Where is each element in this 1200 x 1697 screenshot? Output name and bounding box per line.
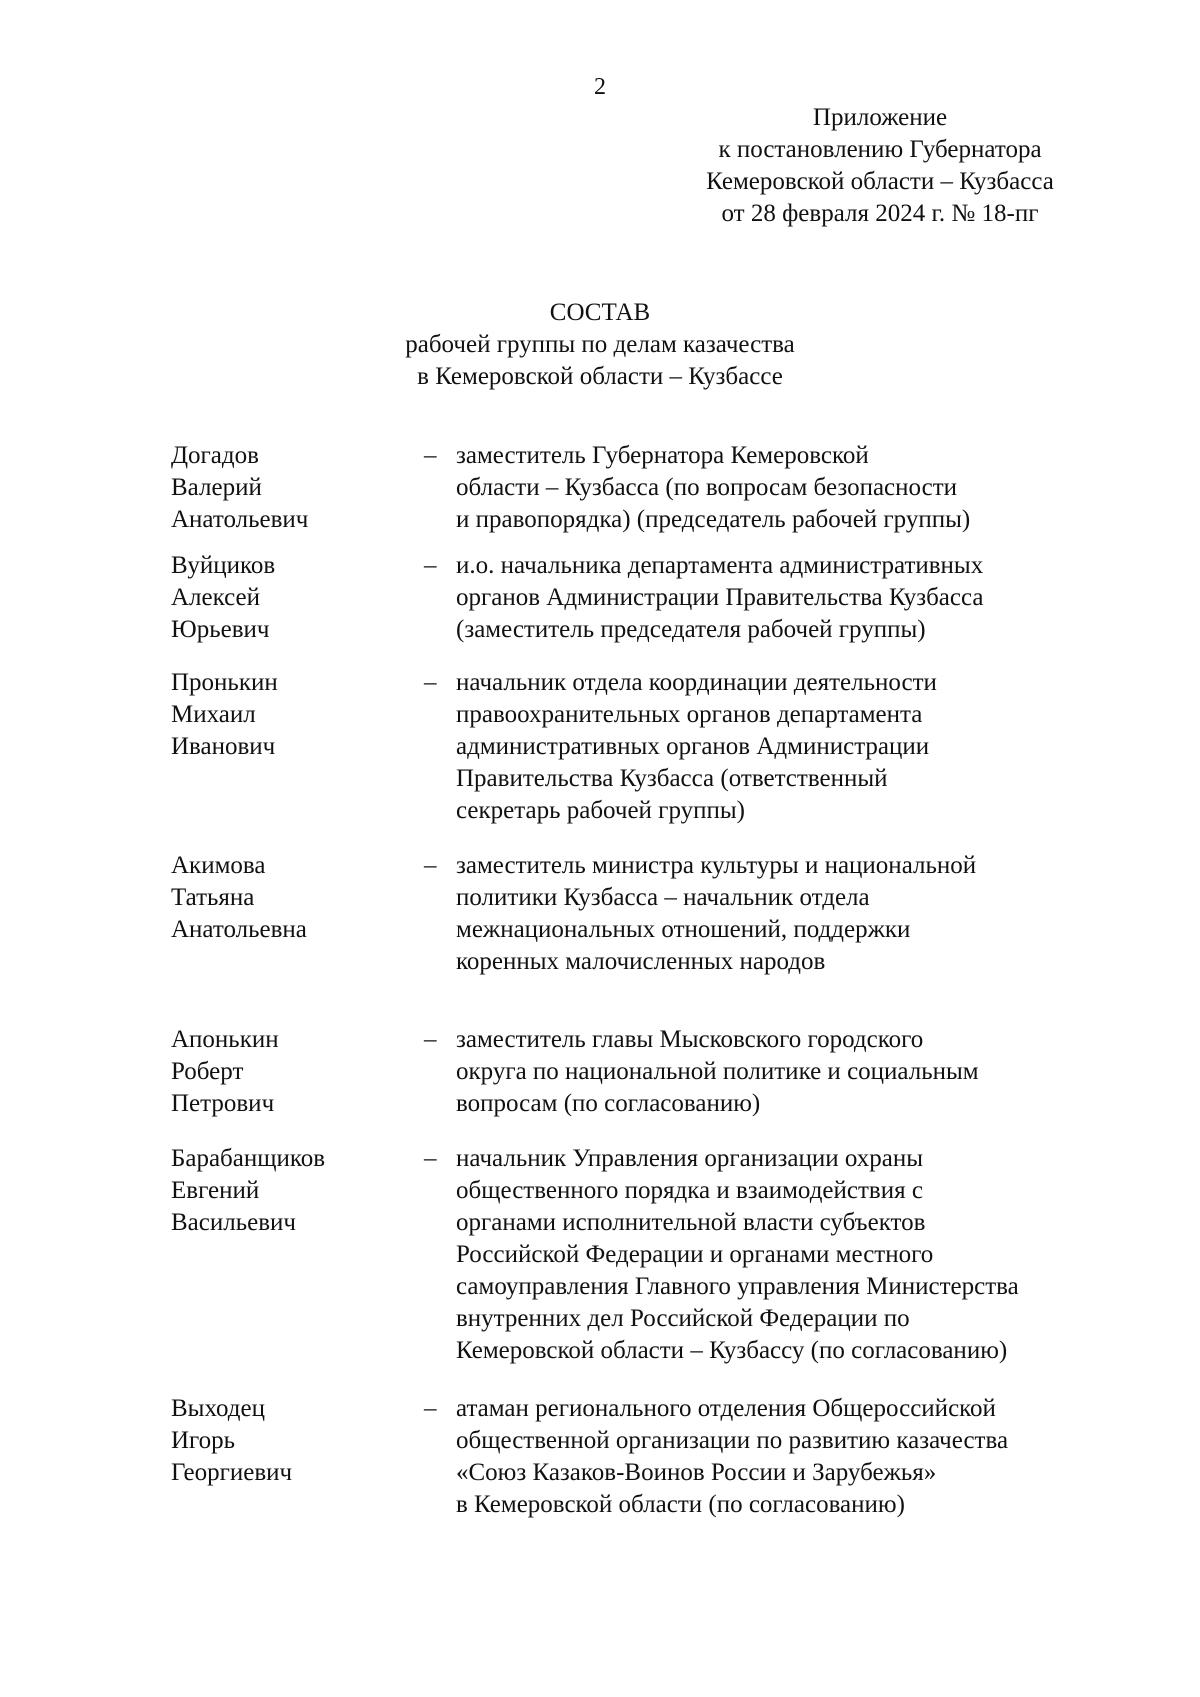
description-line: и правопорядка) (председатель рабочей группы): [456, 506, 971, 533]
member-patronymic: Анатольевна: [171, 916, 307, 943]
member-name: [171, 550, 421, 646]
description-line: секретарь рабочей группы): [456, 797, 745, 824]
member-surname: Догадов: [171, 442, 259, 469]
title-subtitle-line: в Кемеровской области – Кузбассе: [417, 363, 783, 390]
description-line: заместитель главы Мысковского городского: [456, 1026, 924, 1053]
member-description: [456, 550, 1156, 646]
description-line: округа по национальной политике и социальным: [456, 1058, 979, 1085]
member-first-name: Валерий: [171, 474, 262, 501]
member-surname: Барабанщиков: [171, 1145, 326, 1172]
description-line: заместитель Губернатора Кемеровской: [456, 442, 869, 469]
member-first-name: Евгений: [171, 1177, 260, 1204]
member-entry: [0, 850, 1200, 1024]
member-dash: –: [424, 1395, 437, 1422]
member-name: [171, 667, 421, 763]
document-title: [0, 297, 1200, 393]
member-dash: –: [424, 442, 437, 469]
member-description: [456, 1393, 1156, 1521]
member-name: [171, 1393, 421, 1489]
member-first-name: Игорь: [171, 1427, 236, 1454]
member-name: [171, 1024, 421, 1120]
description-line: (заместитель председателя рабочей группы): [456, 616, 926, 643]
description-line: органов Администрации Правительства Кузбасса: [456, 584, 984, 611]
member-dash: –: [424, 852, 437, 879]
member-first-name: Михаил: [171, 701, 256, 728]
member-entry: [0, 667, 1200, 850]
member-description: [456, 1143, 1156, 1367]
description-line: заместитель министра культуры и национальной: [456, 852, 977, 879]
description-line: Российской Федерации и органами местного: [456, 1241, 934, 1268]
description-line: внутренних дел Российской Федерации по: [456, 1305, 910, 1332]
description-line: правоохранительных органов департамента: [456, 701, 923, 728]
appendix-line: Кемеровской области – Кузбасса: [706, 168, 1054, 195]
description-line: органами исполнительной власти субъектов: [456, 1209, 926, 1236]
description-line: вопросам (по согласованию): [456, 1090, 761, 1117]
description-line: начальник отдела координации деятельности: [456, 669, 937, 696]
member-patronymic: Анатольевич: [171, 506, 309, 533]
description-line: межнациональных отношений, поддержки: [456, 916, 911, 943]
member-surname: Вуйциков: [171, 552, 276, 579]
description-line: в Кемеровской области (по согласованию): [456, 1491, 905, 1518]
description-line: «Союз Казаков-Воинов России и Зарубежья»: [456, 1459, 937, 1486]
member-patronymic: Юрьевич: [171, 616, 270, 643]
member-description: [456, 1024, 1156, 1120]
description-line: атаман регионального отделения Общероссийской: [456, 1395, 996, 1422]
member-dash: –: [424, 1145, 437, 1172]
member-surname: Выходец: [171, 1395, 265, 1422]
member-description: [456, 667, 1156, 827]
title-subtitle-line: рабочей группы по делам казачества: [405, 331, 795, 358]
description-line: коренных малочисленных народов: [456, 948, 826, 975]
member-first-name: Роберт: [171, 1058, 244, 1085]
member-name: [171, 1143, 421, 1239]
member-description: [456, 440, 1156, 536]
member-surname: Пронькин: [171, 669, 278, 696]
members-list: [0, 440, 1200, 1533]
description-line: политики Кузбасса – начальник отдела: [456, 884, 870, 911]
description-line: общественной организации по развитию казачества: [456, 1427, 1009, 1454]
description-line: самоуправления Главного управления Министерства: [456, 1273, 1019, 1300]
description-line: области – Кузбасса (по вопросам безопасности: [456, 474, 958, 501]
description-line: Кемеровской области – Кузбассу (по согласованию): [456, 1337, 1008, 1364]
member-dash: –: [424, 552, 437, 579]
member-surname: Акимова: [171, 852, 266, 879]
member-dash: –: [424, 669, 437, 696]
appendix-line: к постановлению Губернатора: [718, 136, 1042, 163]
member-entry: [0, 550, 1200, 667]
description-line: административных органов Администрации: [456, 733, 930, 760]
member-patronymic: Петрович: [171, 1090, 275, 1117]
member-surname: Апонькин: [171, 1026, 279, 1053]
member-first-name: Татьяна: [171, 884, 255, 911]
member-entry: [0, 440, 1200, 550]
member-description: [456, 850, 1156, 978]
member-name: [171, 440, 421, 536]
appendix-header: [660, 102, 1100, 230]
member-name: [171, 850, 421, 946]
member-entry: [0, 1143, 1200, 1393]
appendix-line: от 28 февраля 2024 г. № 18-пг: [721, 200, 1039, 227]
appendix-line: Приложение: [812, 104, 948, 131]
member-first-name: Алексей: [171, 584, 261, 611]
member-patronymic: Васильевич: [171, 1209, 296, 1236]
member-dash: –: [424, 1026, 437, 1053]
description-line: общественного порядка и взаимодействия с: [456, 1177, 923, 1204]
title-heading: СОСТАВ: [549, 299, 651, 326]
member-patronymic: Иванович: [171, 733, 276, 760]
description-line: Правительства Кузбасса (ответственный: [456, 765, 888, 792]
member-entry: [0, 1024, 1200, 1143]
description-line: начальник Управления организации охраны: [456, 1145, 924, 1172]
description-line: и.о. начальника департамента административных: [456, 552, 984, 579]
member-entry: [0, 1393, 1200, 1533]
page-number: 2: [594, 74, 606, 100]
member-patronymic: Георгиевич: [171, 1459, 293, 1486]
